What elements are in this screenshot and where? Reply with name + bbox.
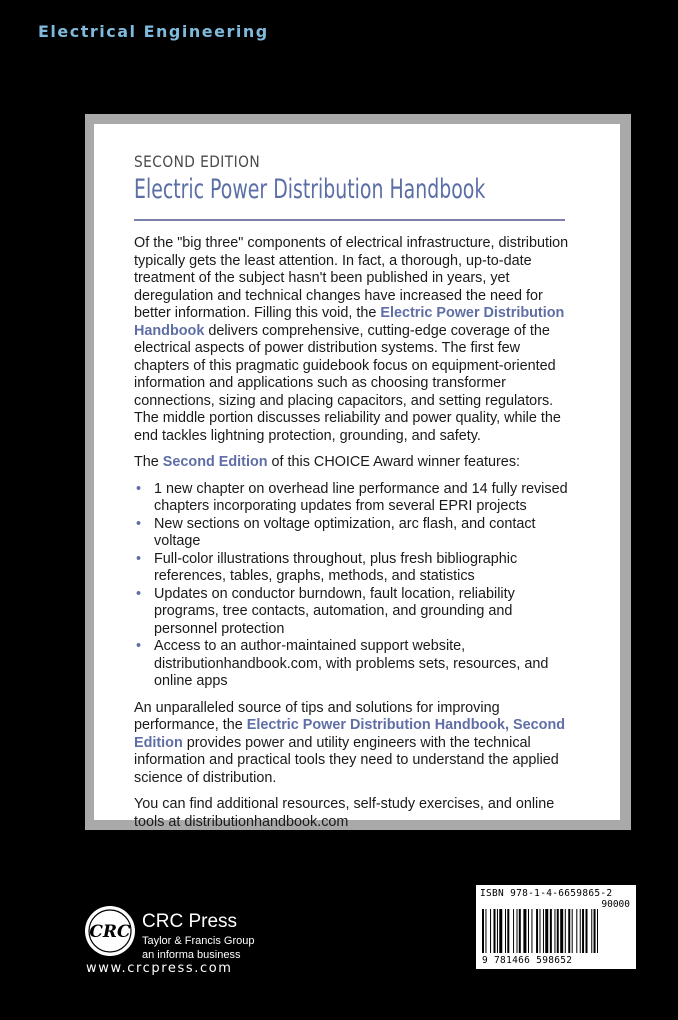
features-list <box>134 481 574 691</box>
edition-label: SECOND EDITION <box>134 152 261 171</box>
subject-category: Electrical Engineering <box>38 22 269 41</box>
list-item <box>134 638 574 691</box>
summary-text-end: provides power and utility engineers with the technical information and practical tools they need to understand the applied science of distribution. <box>134 734 559 786</box>
barcode-bars <box>482 909 630 953</box>
feature-text: New sections on voltage optimization, arc flash, and contact voltage <box>154 515 536 549</box>
summary-text-start: An unparalleled source of tips and solutions for improving performance, the <box>134 699 500 733</box>
bullet-icon: • <box>136 638 142 654</box>
edition-highlight: Second Edition <box>162 454 268 470</box>
crc-press-logo-icon <box>84 905 136 957</box>
publisher-url: www.crcpress.com <box>86 961 233 976</box>
publisher-tagline: an informa business <box>142 949 241 961</box>
paragraph-summary <box>134 700 574 788</box>
intro-text-end: delivers comprehensive, cutting-edge coverage of the electrical aspects of power distribution systems. The first few chapters of this pragmatic guidebook focus on equipment-oriented information and applications such as choosing transformer connections, sizing and placing capacitors, and setting regulators. The middle portion discusses reliability and power quality, while the end tackles lightning protection, grounding, and safety. <box>134 322 561 444</box>
paragraph-intro <box>134 235 574 445</box>
feature-text: Full-color illustrations throughout, plus fresh bibliographic references, tables, graphs, methods, and statistics <box>154 550 518 584</box>
bullet-icon: • <box>136 515 142 532</box>
intro-title-highlight: Electric Power Distribution Handbook <box>134 305 565 339</box>
description-body <box>134 235 574 831</box>
features-intro-start: The <box>134 454 163 470</box>
title-divider <box>134 219 565 221</box>
logo-text: CRC <box>89 922 131 942</box>
features-intro-end: of this CHOICE Award winner features: <box>267 454 521 470</box>
isbn-number: ISBN 978-1-4-6659865-2 <box>480 888 613 899</box>
publisher-group: Taylor & Francis Group <box>142 935 255 947</box>
book-title: Electric Power Distribution Handbook <box>134 174 486 205</box>
barcode <box>476 885 636 969</box>
paragraph-features-intro <box>134 454 574 472</box>
intro-text-start: Of the "big three" components of electrical infrastructure, distribution typically gets the least attention. In fact, a thorough, up-to-date treatment of the subject hasn't been published in years, yet deregulation and technical changes have increased the need for better information. Filling this void, the <box>134 235 569 321</box>
paragraph-resources: You can find additional resources, self-study exercises, and online tools at distributionhandbook.com <box>134 796 555 830</box>
list-item <box>134 586 574 639</box>
ean-number: 9 781466 598652 <box>482 955 573 966</box>
summary-title-highlight: Electric Power Distribution Handbook, Second Edition <box>134 717 566 751</box>
bullet-icon: • <box>136 585 142 602</box>
list-item <box>134 481 574 516</box>
bullet-icon: • <box>136 550 142 567</box>
list-item <box>134 551 574 586</box>
price-code: 90000 <box>601 899 630 910</box>
feature-text: Updates on conductor burndown, fault location, reliability programs, tree contacts, automation, and grounding and personnel protection <box>154 585 515 637</box>
feature-text: Access to an author-maintained support website, distributionhandbook.com, with problems sets, resources, and online apps <box>154 638 549 689</box>
feature-text: 1 new chapter on overhead line performance and 14 fully revised chapters incorporating updates from several EPRI projects <box>154 480 568 514</box>
bullet-icon: • <box>136 480 142 497</box>
list-item <box>134 516 574 551</box>
publisher-name: CRC Press <box>142 911 238 932</box>
